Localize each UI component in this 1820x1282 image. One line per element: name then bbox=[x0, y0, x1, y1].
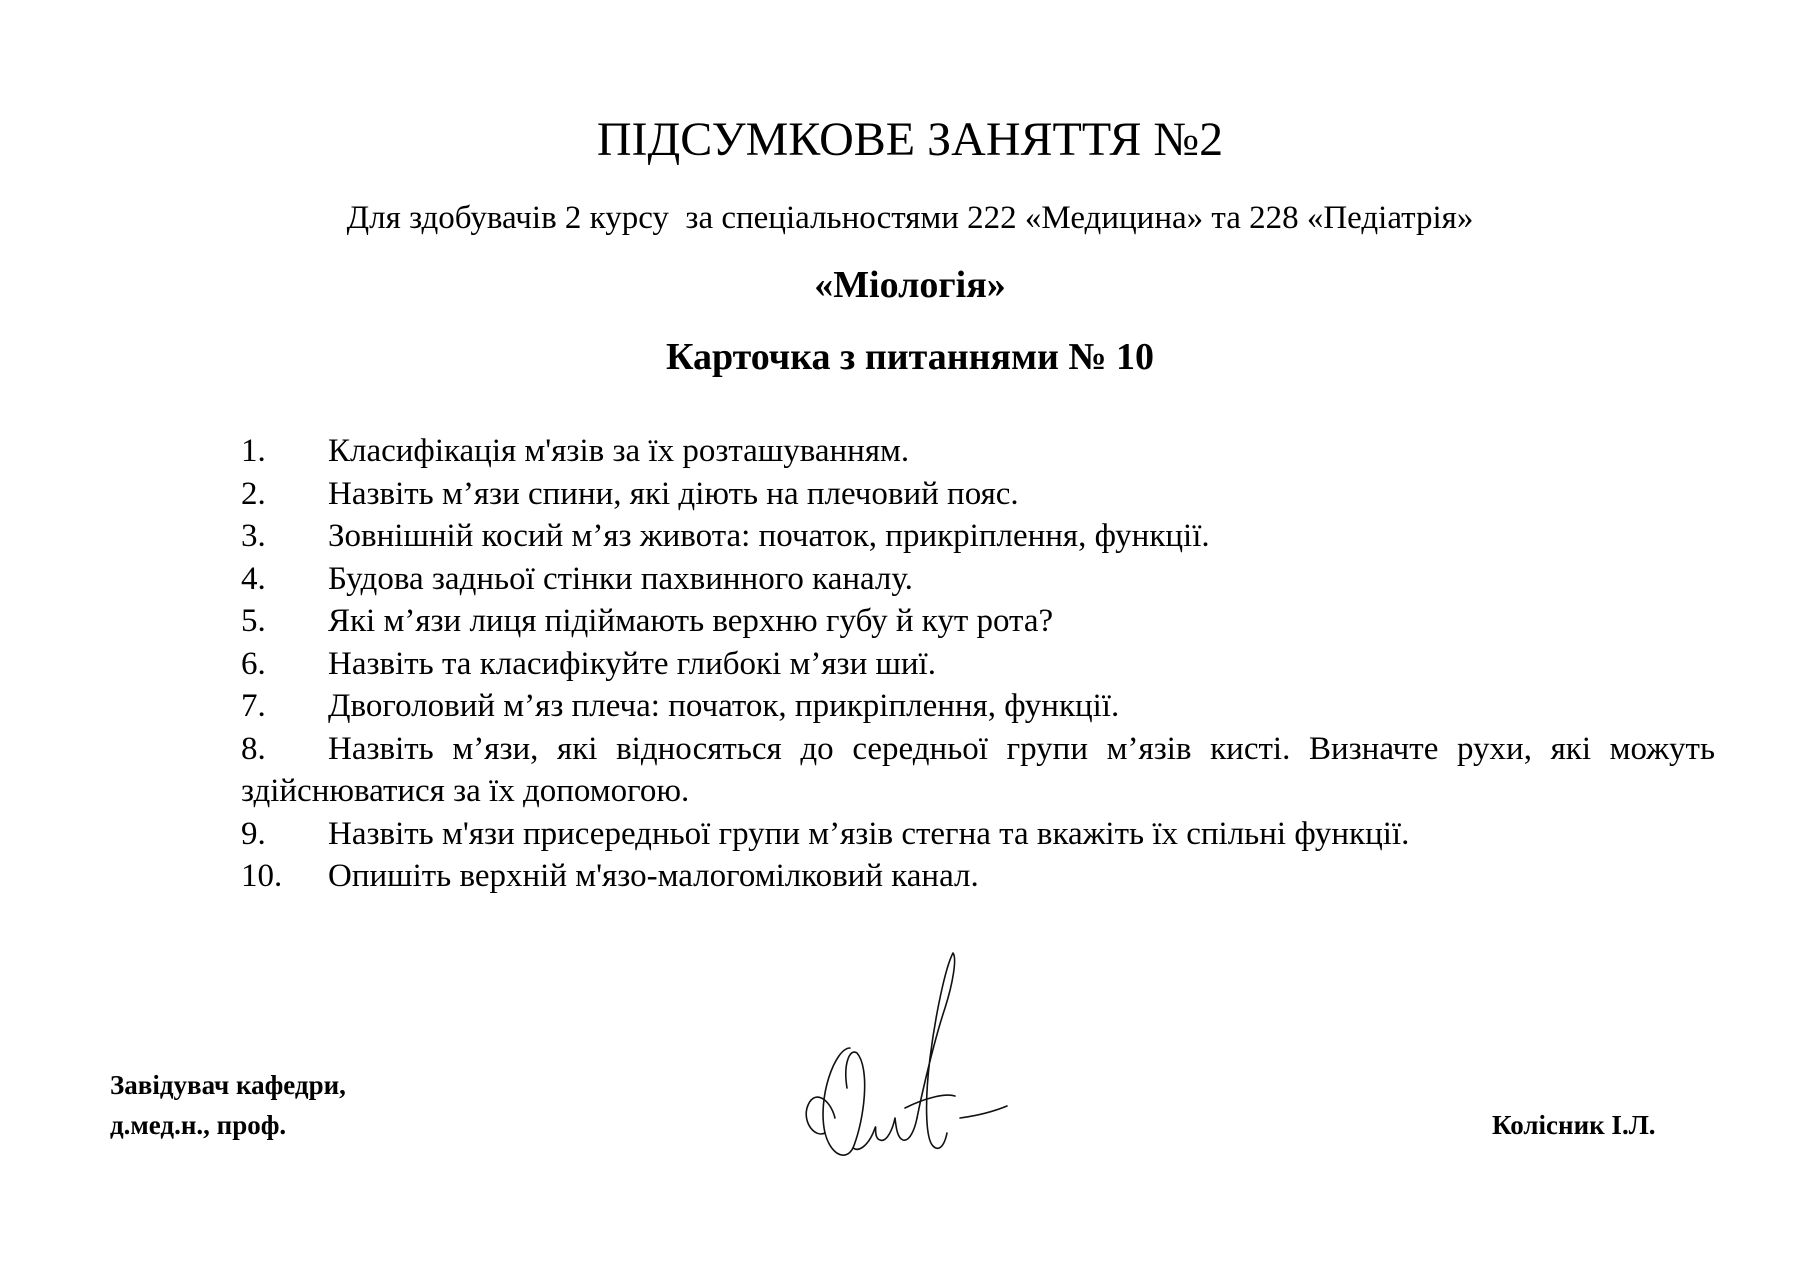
document-title: ПІДСУМКОВЕ ЗАНЯТТЯ №2 bbox=[596, 113, 1224, 166]
question-number: 4. bbox=[241, 560, 266, 597]
question-text: Класифікація м'язів за їх розташуванням. bbox=[328, 433, 910, 469]
question-item bbox=[241, 600, 1715, 643]
question-number: 6. bbox=[241, 645, 266, 682]
question-number: 2. bbox=[241, 475, 266, 512]
question-item bbox=[241, 685, 1715, 728]
signatory-position-line2: д.мед.н., проф. bbox=[110, 1110, 287, 1140]
question-text: Будова задньої стінки пахвинного каналу. bbox=[328, 560, 913, 597]
question-text: Назвіть та класифікуйте глибокі м’язи шиї. bbox=[328, 645, 936, 682]
handwritten-signature bbox=[795, 948, 1035, 1178]
card-title: Карточка з питаннями № 10 bbox=[665, 336, 1155, 378]
question-item bbox=[241, 855, 1715, 898]
question-number: 8. bbox=[241, 730, 266, 767]
signatory-position bbox=[110, 1065, 346, 1145]
subject-title: «Міологія» bbox=[814, 264, 1006, 306]
question-item bbox=[241, 473, 1715, 516]
signatory-name: Колісник І.Л. bbox=[1492, 1110, 1656, 1140]
question-number: 10. bbox=[241, 858, 283, 894]
question-item bbox=[241, 430, 1715, 473]
question-text: Назвіть м’язи, які відносяться до середньої групи м’язів кисті. Визначте рухи, які можуть здійснюватися за їх допомогою. bbox=[241, 730, 1715, 809]
question-item bbox=[241, 515, 1715, 558]
question-item bbox=[241, 558, 1715, 601]
question-text: Назвіть м’язи спини, які діють на плечовий пояс. bbox=[328, 475, 1019, 512]
question-item bbox=[241, 813, 1715, 856]
question-item bbox=[241, 643, 1715, 686]
question-number: 1. bbox=[241, 433, 266, 469]
question-text: Опишіть верхній м'язо-малогомілковий канал. bbox=[328, 858, 979, 894]
question-number: 3. bbox=[241, 518, 266, 554]
question-number: 7. bbox=[241, 688, 266, 724]
question-number: 5. bbox=[241, 603, 266, 639]
document-subtitle: Для здобувачів 2 курсу за спеціальностями 222 «Медицина» та 228 «Педіатрія» bbox=[346, 200, 1474, 236]
question-text: Які м’язи лиця підіймають верхню губу й кут рота? bbox=[328, 603, 1054, 639]
question-item bbox=[241, 728, 1715, 813]
question-text: Назвіть м'язи присередньої групи м’язів стегна та вкажіть їх спільні функції. bbox=[328, 815, 1410, 852]
questions-list bbox=[241, 430, 1715, 898]
question-text: Двоголовий м’яз плеча: початок, прикріплення, функції. bbox=[328, 688, 1120, 724]
question-text: Зовнішній косий м’яз живота: початок, прикріплення, функції. bbox=[328, 518, 1210, 554]
question-number: 9. bbox=[241, 815, 266, 852]
signatory-position-line1: Завідувач кафедри, bbox=[110, 1070, 346, 1100]
